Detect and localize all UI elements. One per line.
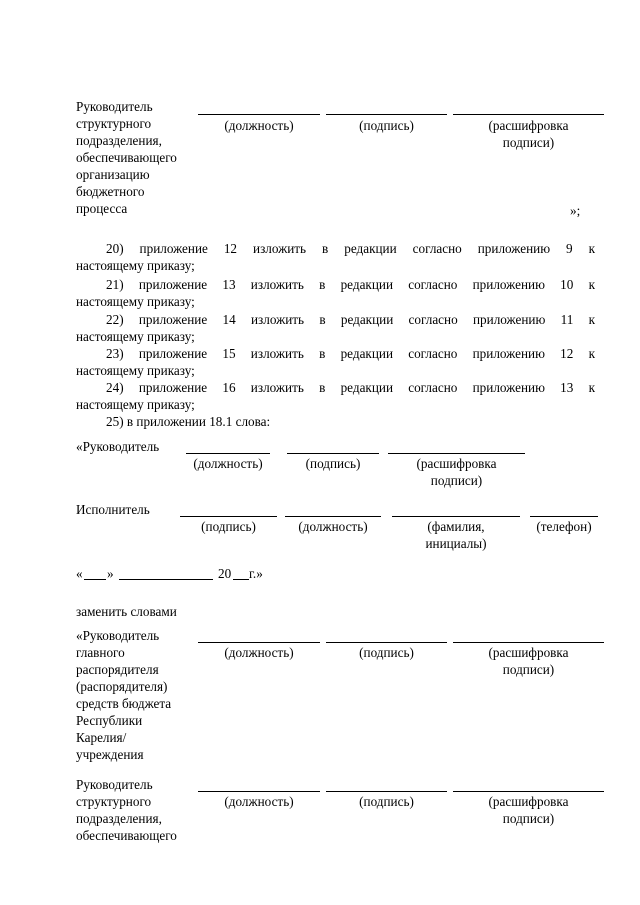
position-line (198, 642, 320, 643)
list-item (76, 345, 595, 379)
list-item (76, 311, 595, 345)
position-line (186, 453, 270, 454)
list-item (76, 240, 595, 274)
item-text: 22) приложение 14 изложить в редакции согласно приложению 11 к (106, 312, 595, 327)
list-item (76, 379, 595, 413)
position-caption: (должность) (224, 645, 294, 660)
item-text-continued: настоящему приказу; (76, 363, 195, 378)
month-line (119, 579, 213, 580)
position-caption: (должность) (224, 794, 294, 809)
signature-caption: (подпись) (305, 456, 361, 471)
signature-caption: (подпись) (359, 118, 414, 133)
decoding-line (453, 642, 604, 643)
decoding-line (388, 453, 525, 454)
year-prefix: 20 (218, 566, 232, 581)
signatory-label-structural-head: Руководитель структурного подразделения, обеспечивающего организацию бюджетного процесса (76, 99, 177, 216)
signature-line (326, 642, 447, 643)
decoding-line (453, 791, 604, 792)
year-suffix: г.» (249, 566, 263, 581)
decoding-caption: (расшифровка подписи) (488, 794, 569, 826)
item-text: 20) приложение 12 изложить в редакции согласно приложению 9 к (106, 241, 595, 256)
item-25: 25) в приложении 18.1 слова: (106, 414, 271, 429)
date-close-quote: » (107, 566, 114, 581)
item-text-continued: настоящему приказу; (76, 329, 195, 344)
signatory-label-chief-manager: «Руководитель главного распорядителя (распорядителя) средств бюджета Республики Карелия/ учреждения (76, 628, 172, 762)
list-item (76, 276, 595, 310)
item-text-continued: настоящему приказу; (76, 397, 195, 412)
decoding-caption: (расшифровка подписи) (416, 456, 497, 488)
item-text: 21) приложение 13 изложить в редакции согласно приложению 10 к (106, 277, 595, 292)
decoding-line (453, 114, 604, 115)
year-line (233, 579, 249, 580)
position-caption: (должность) (298, 519, 368, 534)
replace-label: заменить словами (76, 604, 177, 619)
signature-line (180, 516, 277, 517)
signature-caption: (подпись) (201, 519, 256, 534)
decoding-caption: (расшифровка подписи) (488, 118, 569, 150)
signatory-label-structural-head: Руководитель структурного подразделения, обеспечивающего (76, 777, 177, 843)
position-line (198, 791, 320, 792)
position-caption: (должность) (224, 118, 294, 133)
signature-caption: (подпись) (359, 794, 414, 809)
item-text: 24) приложение 16 изложить в редакции согласно приложению 13 к (106, 380, 595, 395)
date-open-quote: « (76, 566, 83, 581)
day-line (84, 579, 106, 580)
position-line (285, 516, 381, 517)
phone-caption: (телефон) (536, 519, 592, 534)
phone-line (530, 516, 598, 517)
position-caption: (должность) (193, 456, 263, 471)
name-caption: (фамилия, инициалы) (425, 519, 487, 551)
signature-line (326, 114, 447, 115)
signatory-label: «Руководитель (76, 439, 160, 454)
decoding-caption: (расшифровка подписи) (488, 645, 569, 677)
signature-caption: (подпись) (359, 645, 414, 660)
item-text-continued: настоящему приказу; (76, 294, 195, 309)
executor-label: Исполнитель (76, 502, 150, 517)
name-line (392, 516, 520, 517)
position-line (198, 114, 320, 115)
closing-quote: »; (570, 203, 581, 218)
signature-line (326, 791, 447, 792)
item-text: 23) приложение 15 изложить в редакции согласно приложению 12 к (106, 346, 595, 361)
item-text-continued: настоящему приказу; (76, 258, 195, 273)
signature-line (287, 453, 379, 454)
